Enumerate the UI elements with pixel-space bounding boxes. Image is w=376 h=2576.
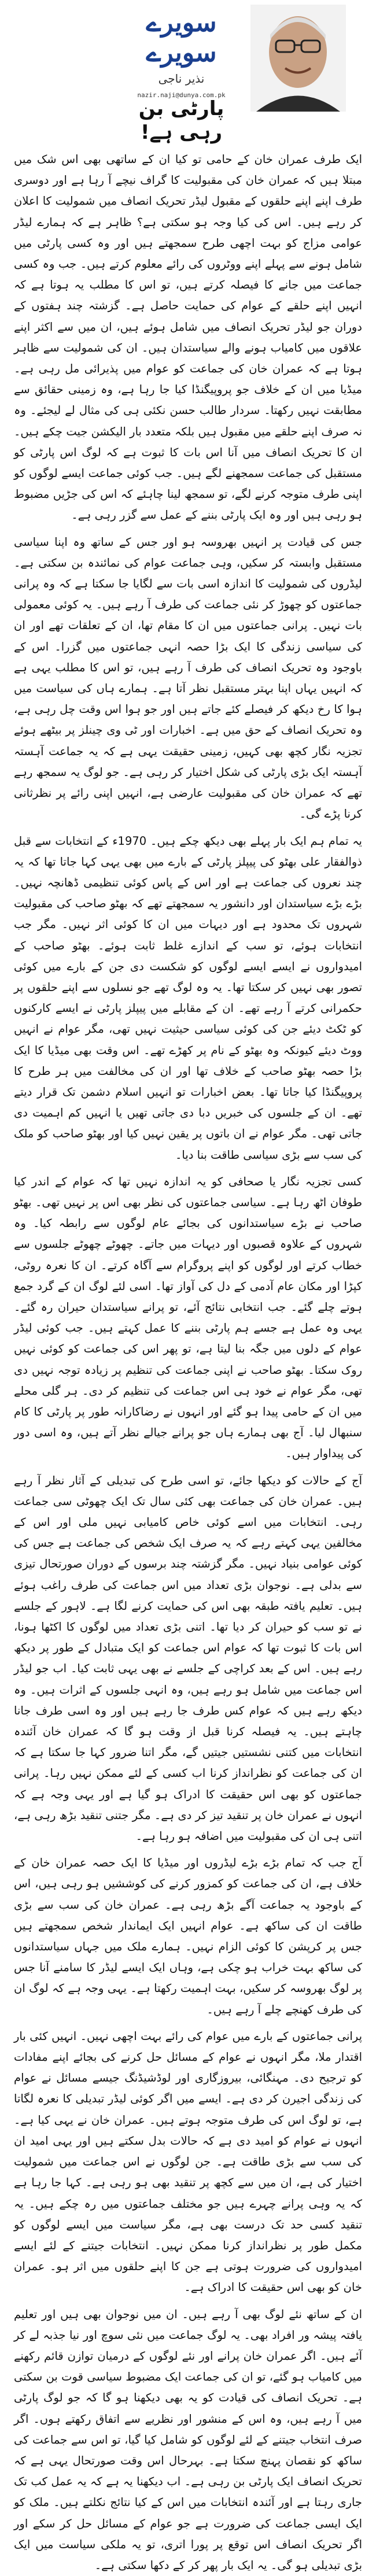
column-logo: سویرے سویرے bbox=[146, 8, 217, 68]
column-header bbox=[14, 0, 362, 145]
article-paragraph: ان کے ساتھ نئے لوگ بھی آ رہے ہیں۔ ان میں نوجوان بھی ہیں اور تعلیم یافتہ پیشہ ور افراد بھی۔ یہ لوگ جماعت میں نئی سوچ اور نیا جذبہ لے کر آئے ہیں۔ اگر عمران خان پرانے اور نئے لوگوں کے درمیان توازن قائم رکھنے میں کامیاب ہو گئے، تو ان کی جماعت ایک مضبوط سیاسی قوت بن سکتی ہے۔ تحریک انصاف کی قیادت کو یہ بھی دیکھنا ہو گا کہ جو لوگ پارٹی میں آ رہے ہیں، وہ اس کے منشور اور نظریے سے اتفاق رکھتے ہوں۔ اگر صرف انتخاب جیتنے کے لئے لوگوں کو شامل کیا گیا، تو اس سے جماعت کی ساکھ کو نقصان پہنچ سکتا ہے۔ بہرحال اس وقت صورتحال یہی ہے کہ تحریک انصاف ایک پارٹی بن رہی ہے۔ اب دیکھنا یہ ہے کہ یہ عمل کب تک جاری رہتا ہے اور آئندہ انتخابات میں اس کے کیا نتائج نکلتے ہیں۔ ملک کو ایک ایسی جماعت کی ضرورت ہے جو عوام کے مسائل حل کر سکے اور اگر تحریک انصاف اس توقع پر پورا اتری، تو یہ ملکی سیاست میں ایک بڑی تبدیلی ہو گی۔ یہ ایک بار پھر کر کے دکھا سکتی ہے۔ bbox=[14, 2307, 362, 2572]
article-paragraph: جس کی قیادت پر انہیں بھروسہ ہو اور جس کے ساتھ وہ اپنا سیاسی مستقبل وابستہ کر سکیں، وہی جماعت عوام کی نمائندہ بن سکتی ہے۔ لیڈروں کی شمولیت کا اندازہ اسی بات سے لگایا جا سکتا ہے کہ وہ پرانی جماعتوں کو چھوڑ کر نئی جماعت کی طرف آ رہے ہیں۔ یہ کوئی معمولی بات نہیں۔ پرانی جماعتوں میں ان کا مقام تھا، ان کے تعلقات تھے اور ان کی سیاسی زندگی کا ایک بڑا حصہ انہی جماعتوں میں گزرا۔ اس کے باوجود وہ تحریک انصاف کی طرف آ رہے ہیں، تو اس کا مطلب یہی ہے کہ انہیں یہاں اپنا بہتر مستقبل نظر آتا ہے۔ ہمارے ہاں کی سیاست میں ہوا کا رخ دیکھ کر فیصلے کئے جاتے ہیں اور جو ہوا اس وقت چل رہی ہے، وہ تحریک انصاف کے حق میں ہے۔ اخبارات اور ٹی وی چینلز پر بیٹھے ہوئے تجزیہ نگار کچھ بھی کہیں، زمینی حقیقت یہی ہے کہ یہ جماعت آہستہ آہستہ ایک بڑی پارٹی کی شکل اختیار کر رہی ہے۔ جو لوگ یہ سمجھ رہے تھے کہ عمران خان کی مقبولیت عارضی ہے، انہیں اپنی رائے پر نظرثانی کرنا پڑے گی۔ bbox=[14, 535, 362, 821]
article-paragraph: کسی تجزیہ نگار یا صحافی کو یہ اندازہ نہیں تھا کہ عوام کے اندر کیا طوفان اٹھ رہا ہے۔ سیاسی جماعتوں کی نظر بھی اس پر نہیں تھی۔ بھٹو صاحب نے بڑے سیاستدانوں کی بجائے عام لوگوں سے رابطہ کیا۔ وہ شہروں کے علاوہ قصبوں اور دیہات میں جاتے۔ چھوٹے چھوٹے جلسوں سے خطاب کرتے اور لوگوں کو اپنے پروگرام سے آگاہ کرتے۔ ان کا نعرہ روٹی، کپڑا اور مکان عام آدمی کے دل کی آواز تھا۔ اسی لئے لوگ ان کے گرد جمع ہوتے چلے گئے۔ جب انتخابی نتائج آئے، تو پرانے سیاستدان حیران رہ گئے۔ یہی وہ عمل ہے جسے ہم پارٹی بننے کا عمل کہتے ہیں۔ جب کوئی لیڈر عوام کے دلوں میں جگہ بنا لیتا ہے، تو پھر اس کی جماعت کو کوئی نہیں روک سکتا۔ بھٹو صاحب نے اپنی جماعت کی تنظیم پر زیادہ توجہ نہیں دی تھی، مگر عوام نے خود ہی اس جماعت کی تنظیم کر دی۔ ہر گلی محلے میں ان کے حامی پیدا ہو گئے اور انہوں نے رضاکارانہ طور پر پارٹی کا کام سنبھال لیا۔ آج بھی ہمارے ہاں جو پرانے جیالے نظر آتے ہیں، وہ اسی دور کی پیداوار ہیں۔ bbox=[14, 1174, 362, 1461]
article-paragraph: آج کے حالات کو دیکھا جائے، تو اسی طرح کی تبدیلی کے آثار نظر آ رہے ہیں۔ عمران خان کی جماعت بھی کئی سال تک ایک چھوٹی سی جماعت رہی۔ انتخابات میں اسے کوئی خاص کامیابی نہیں ملی اور اس کے مخالفین یہی کہتے رہے کہ یہ صرف ایک شخص کی جماعت ہے جس کی کوئی عوامی بنیاد نہیں۔ مگر گزشتہ چند برسوں کے دوران صورتحال تیزی سے بدلی ہے۔ نوجوان بڑی تعداد میں اس جماعت کی طرف راغب ہوئے ہیں۔ تعلیم یافتہ طبقہ بھی اس کی حمایت کرنے لگا ہے۔ لاہور کے جلسے نے تو سب کو حیران کر دیا تھا۔ اتنی بڑی تعداد میں لوگوں کا اکٹھا ہونا، اس بات کا ثبوت تھا کہ عوام اس جماعت کو ایک متبادل کے طور پر دیکھ رہے ہیں۔ اس کے بعد کراچی کے جلسے نے بھی یہی ثابت کیا۔ اب جو لیڈر اس جماعت میں شامل ہو رہے ہیں، وہ انہی جلسوں کے اثرات ہیں۔ وہ دیکھ رہے ہیں کہ عوام کس طرف جا رہے ہیں اور وہ اسی طرف جانا چاہتے ہیں۔ یہ فیصلہ کرنا قبل از وقت ہو گا کہ عمران خان آئندہ انتخابات میں کتنی نشستیں جیتیں گے، مگر اتنا ضرور کہا جا سکتا ہے کہ ان کی جماعت کو نظرانداز کرنا اب کسی کے لئے ممکن نہیں رہا۔ پرانی جماعتوں کو بھی اس حقیقت کا ادراک ہو گیا ہے اور یہی وجہ ہے کہ انہوں نے عمران خان پر تنقید تیز کر دی ہے۔ مگر جتنی تنقید بڑھ رہی ہے، اتنی ہی ان کی مقبولیت میں اضافہ ہو رہا ہے۔ bbox=[14, 1473, 362, 1843]
author-email: nazir.naji@dunya.com.pk bbox=[137, 91, 226, 99]
article-paragraph: آج جب کہ تمام بڑے بڑے لیڈروں اور میڈیا کا ایک حصہ عمران خان کے خلاف ہے، ان کی جماعت کو کمزور کرنے کی کوششیں ہو رہی ہیں، اس کے باوجود یہ جماعت آگے بڑھ رہی ہے۔ عمران خان کی سب سے بڑی طاقت ان کی ساکھ ہے۔ عوام انہیں ایک ایماندار شخص سمجھتے ہیں جس پر کرپشن کا کوئی الزام نہیں۔ ہمارے ملک میں جہاں سیاستدانوں کی ساکھ بہت خراب ہو چکی ہے، وہاں ایک ایسے لیڈر کا سامنے آنا جس پر لوگ بھروسہ کر سکیں، بہت اہمیت رکھتا ہے۔ یہی وجہ ہے کہ لوگ ان کی طرف کھنچے چلے آ رہے ہیں۔ bbox=[14, 1856, 362, 2016]
article-paragraph: ایک طرف عمران خان کے حامی تو کیا ان کے ساتھی بھی اس شک میں مبتلا ہیں کہ عمران خان کی مقبولیت کا گراف نیچے آ رہا ہے اور دوسری طرف اپنے اپنے حلقوں کے مقبول لیڈر تحریک انصاف میں شمولیت کا اعلان کر رہے ہیں۔ اس کی کیا وجہ ہو سکتی ہے؟ ظاہر ہے کہ ہمارے لیڈر عوامی مزاج کو بہت اچھی طرح سمجھتے ہیں اور وہ کسی پارٹی میں شامل ہونے سے پہلے اپنے ووٹروں کی رائے معلوم کرتے ہیں۔ جب وہ کسی جماعت میں جانے کا فیصلہ کرتے ہیں، تو اس کا مطلب یہ ہوتا ہے کہ انہیں اپنے حلقے کے عوام کی حمایت حاصل ہے۔ گزشتہ چند ہفتوں کے دوران جو لیڈر تحریک انصاف میں شامل ہوئے ہیں، ان میں سے اکثر اپنے علاقوں میں کامیاب ہونے والے سیاستدان ہیں۔ ان کی شمولیت سے ظاہر ہوتا ہے کہ عمران خان کی جماعت کو عوام میں پذیرائی مل رہی ہے۔ میڈیا میں ان کے خلاف جو پروپیگنڈا کیا جا رہا ہے، وہ زمینی حقائق سے مطابقت نہیں رکھتا۔ سردار طالب حسن نکئی ہی کی مثال لے لیجئے۔ وہ نہ صرف اپنے حلقے میں مقبول ہیں بلکہ متعدد بار الیکشن جیت چکے ہیں۔ ان کا تحریک انصاف میں آنا اس بات کا ثبوت ہے کہ لوگ اس پارٹی کو مستقبل کی جماعت سمجھنے لگے ہیں۔ جب کوئی جماعت ایسے لوگوں کو اپنی طرف متوجہ کرنے لگے، تو سمجھ لینا چاہئے کہ اس کی جڑیں مضبوط ہو رہی ہیں اور وہ ایک پارٹی بننے کے عمل سے گزر رہی ہے۔ bbox=[14, 153, 362, 522]
masthead bbox=[116, 8, 246, 99]
article-body bbox=[14, 145, 362, 2576]
article-title: پارٹی بن رہی ہے! bbox=[138, 97, 224, 144]
article-paragraph: یہ تمام ہم ایک بار پہلے بھی دیکھ چکے ہیں۔ 1970ء کے انتخابات سے قبل ذوالفقار علی بھٹو کی پیپلز پارٹی کے بارے میں بھی یہی کہا جاتا تھا کہ یہ چند نعروں کی جماعت ہے اور اس کے پاس کوئی تنظیمی ڈھانچہ نہیں۔ بڑے بڑے سیاستدان اور دانشور یہ سمجھتے تھے کہ بھٹو صاحب کی مقبولیت شہروں تک محدود ہے اور دیہات میں ان کا کوئی اثر نہیں۔ مگر جب انتخابات ہوئے، تو سب کے اندازے غلط ثابت ہوئے۔ بھٹو صاحب کے امیدواروں نے ایسے ایسے لوگوں کو شکست دی جن کے بارے میں کوئی تصور بھی نہیں کر سکتا تھا۔ یہ وہ لوگ تھے جو نسلوں سے اپنے حلقوں پر حکمرانی کرتے آ رہے تھے۔ ان کے مقابلے میں پیپلز پارٹی نے ایسے کارکنوں کو ٹکٹ دیئے جن کی کوئی سیاسی حیثیت نہیں تھی، مگر عوام نے انہیں ووٹ دیئے کیونکہ وہ بھٹو کے نام پر کھڑے تھے۔ اس وقت بھی میڈیا کا ایک بڑا حصہ بھٹو صاحب کے خلاف تھا اور ان کی مخالفت میں ہر طرح کا پروپیگنڈا کیا جاتا تھا۔ بعض اخبارات تو انہیں اسلام دشمن تک قرار دیتے تھے۔ ان کے جلسوں کی خبریں دبا دی جاتی تھیں یا انہیں کم اہمیت دی جاتی تھی۔ مگر عوام نے ان باتوں پر یقین نہیں کیا اور بھٹو صاحب کو ملک کی سب سے بڑی سیاسی طاقت بنا دیا۔ bbox=[14, 834, 362, 1162]
author-photo bbox=[250, 5, 346, 112]
author-name: نذیر ناجی bbox=[158, 72, 205, 86]
article-paragraph: پرانی جماعتوں کے بارے میں عوام کی رائے بہت اچھی نہیں۔ انہیں کئی بار اقتدار ملا، مگر انہوں نے عوام کے مسائل حل کرنے کی بجائے اپنے مفادات کو ترجیح دی۔ مہنگائی، بیروزگاری اور لوڈشیڈنگ جیسے مسائل نے عوام کی زندگی اجیرن کر دی ہے۔ ایسے میں اگر کوئی لیڈر تبدیلی کا نعرہ لگاتا ہے، تو لوگ اس کی طرف متوجہ ہوتے ہیں۔ عمران خان نے یہی کیا ہے۔ انہوں نے عوام کو امید دی ہے کہ حالات بدل سکتے ہیں اور یہی امید ان کی سب سے بڑی طاقت ہے۔ جن لوگوں نے اس جماعت میں شمولیت اختیار کی ہے، ان میں سے کچھ پر تنقید بھی ہو رہی ہے۔ کہا جا رہا ہے کہ یہ وہی پرانے چہرے ہیں جو مختلف جماعتوں میں رہ چکے ہیں۔ یہ تنقید کسی حد تک درست بھی ہے، مگر سیاست میں ایسے لوگوں کو مکمل طور پر نظرانداز کرنا ممکن نہیں۔ انتخابات جیتنے کے لئے ایسے امیدواروں کی ضرورت ہوتی ہے جن کا اپنے حلقوں میں اثر ہو۔ عمران خان کو بھی اس حقیقت کا ادراک ہے۔ bbox=[14, 2029, 362, 2294]
